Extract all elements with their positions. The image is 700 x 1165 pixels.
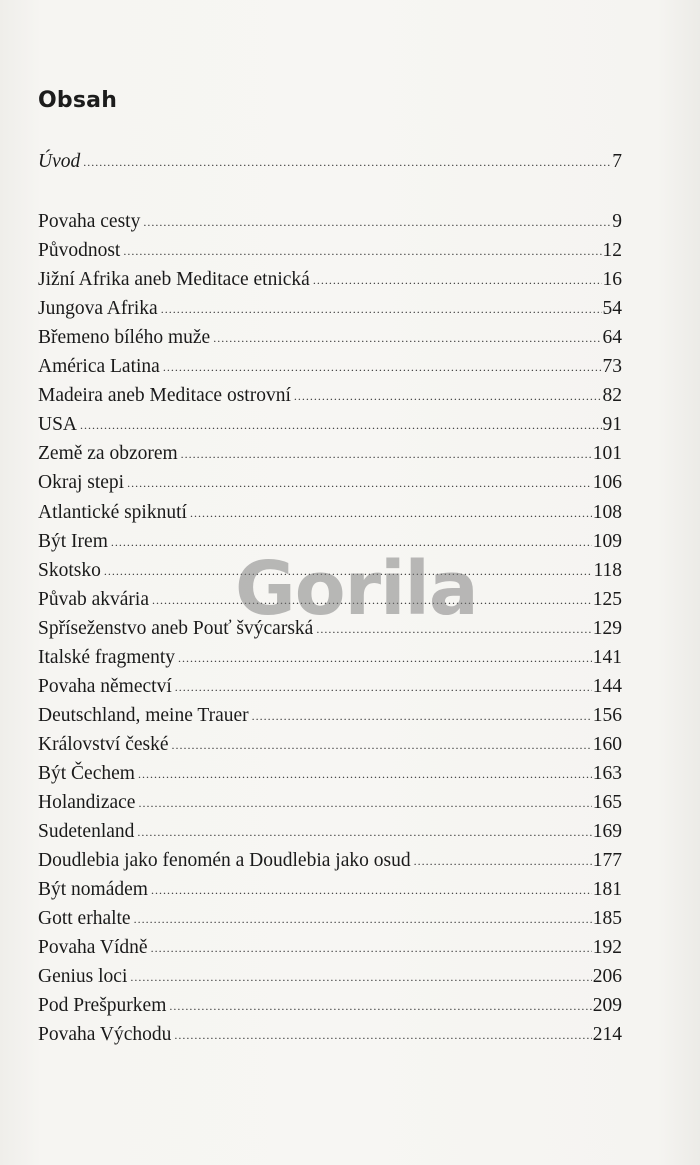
toc-entry-page: 91 <box>602 414 622 436</box>
toc-entry-page: 73 <box>602 356 622 378</box>
toc-entry <box>38 645 622 671</box>
dot-leader <box>127 470 592 496</box>
toc-entry-page: 108 <box>592 501 622 523</box>
toc-entry <box>38 703 622 729</box>
toc-entry-page: 101 <box>592 443 622 465</box>
dot-leader <box>294 383 602 409</box>
toc-entry-title: Břemeno bílého muže <box>38 327 211 349</box>
dot-leader <box>172 732 592 758</box>
watermark-logo: Gorila <box>235 546 478 632</box>
toc-entry-title: Jižní Afrika aneb Meditace etnická <box>38 269 310 291</box>
toc-entry <box>38 993 622 1019</box>
toc-entry-page: 163 <box>592 763 622 784</box>
toc-entry <box>38 964 622 990</box>
toc-entry <box>38 761 622 787</box>
toc-entry <box>38 500 622 526</box>
toc-entry-title: Jungova Afrika <box>38 298 158 320</box>
toc-entry-title: América Latina <box>38 356 160 378</box>
toc-entry-title: Království české <box>38 733 169 755</box>
toc-entry-page: 192 <box>592 937 622 959</box>
dot-leader <box>123 238 601 264</box>
toc-entry <box>38 267 622 293</box>
toc-entry-page: 129 <box>592 617 622 639</box>
toc-entry-title: Madeira aneb Meditace ostrovní <box>38 385 291 407</box>
toc-entry <box>38 877 622 903</box>
toc-entry-title: Deutschland, meine Trauer <box>38 704 249 726</box>
toc-entry-page: 156 <box>592 704 622 726</box>
toc-entry <box>38 325 622 351</box>
dot-leader <box>80 412 601 438</box>
toc-entry-title: Být Čechem <box>38 763 135 784</box>
toc-entry-page: 144 <box>592 675 622 697</box>
dot-leader <box>313 267 602 293</box>
toc-entry-title: Gott erhalte <box>38 908 131 930</box>
toc-entry-page: 64 <box>602 327 622 349</box>
dot-leader <box>169 993 591 1019</box>
toc-entry-title: Povaha Východu <box>38 1024 172 1046</box>
toc-entry-title: Sudetenland <box>38 821 135 843</box>
toc-entry <box>38 296 622 322</box>
toc-entry-page: 209 <box>592 995 622 1017</box>
toc-entry <box>38 848 622 874</box>
toc-entry <box>38 790 622 816</box>
toc-entry-title: Atlantické spiknutí <box>38 501 187 523</box>
dot-leader <box>213 325 601 351</box>
dot-leader <box>163 354 602 380</box>
dot-leader <box>190 500 592 526</box>
dot-leader <box>152 587 592 613</box>
toc-entry-title: Skotsko <box>38 559 101 581</box>
toc-entry-title: Holandizace <box>38 792 136 813</box>
toc-entry-title: Být nomádem <box>38 879 148 901</box>
dot-leader <box>138 761 592 787</box>
toc-entry <box>38 470 622 496</box>
dot-leader <box>130 964 591 990</box>
dot-leader <box>151 877 592 903</box>
dot-leader <box>83 149 611 175</box>
dot-leader <box>316 616 591 642</box>
toc-entry-page: 165 <box>592 792 622 813</box>
toc-entry-title: Doudlebia jako fenomén a Doudlebia jako osud <box>38 850 411 872</box>
toc-entry-page: 7 <box>612 151 622 172</box>
dot-leader <box>252 703 592 729</box>
toc-entry-intro <box>38 149 622 175</box>
toc-entry-title: Genius loci <box>38 966 128 988</box>
toc-entry-page: 181 <box>592 879 622 901</box>
toc-entry <box>38 209 622 235</box>
toc-entry-title: Původnost <box>38 240 121 262</box>
toc-entry-title: Italské fragmenty <box>38 646 175 668</box>
dot-leader <box>111 529 592 555</box>
toc-entry-page: 214 <box>592 1024 622 1046</box>
dot-leader <box>181 441 592 467</box>
toc-entry <box>38 935 622 961</box>
toc-entry <box>38 1022 622 1048</box>
toc-entry-title: Povaha Vídně <box>38 937 148 959</box>
toc-entry-title: USA <box>38 414 78 436</box>
toc-entry-page: 54 <box>602 298 622 320</box>
toc-entry-title: Povaha němectví <box>38 675 172 697</box>
toc-entry <box>38 412 622 438</box>
dot-leader <box>138 790 591 816</box>
toc-entry-page: 82 <box>602 385 622 407</box>
toc-entry-page: 9 <box>612 211 622 232</box>
toc-entry-page: 106 <box>592 472 622 494</box>
dot-leader <box>175 674 592 700</box>
toc-entry-title: Spříseženstvo aneb Pouť švýcarská <box>38 617 314 639</box>
toc-entry-page: 185 <box>592 908 622 930</box>
toc-entry <box>38 906 622 932</box>
toc-entry <box>38 354 622 380</box>
toc-entry-page: 12 <box>602 240 622 262</box>
toc-entry <box>38 819 622 845</box>
toc-entry <box>38 441 622 467</box>
toc-entry <box>38 616 622 642</box>
toc-entry-title: Země za obzorem <box>38 443 178 465</box>
dot-leader <box>174 1022 591 1048</box>
toc-entry-page: 125 <box>592 588 622 610</box>
toc-entry-title: Okraj stepi <box>38 472 125 494</box>
toc-entry-page: 160 <box>592 733 622 755</box>
toc-entry-title: Povaha cesty <box>38 211 141 232</box>
toc-entry-page: 109 <box>592 530 622 552</box>
toc-entry-page: 177 <box>592 850 622 872</box>
dot-leader <box>104 558 593 584</box>
toc-entry <box>38 238 622 264</box>
toc-entry-title: Být Irem <box>38 530 108 552</box>
toc-entry-title: Půvab akvária <box>38 588 150 610</box>
toc-entry <box>38 383 622 409</box>
dot-leader <box>137 819 591 845</box>
toc-entry-page: 206 <box>592 966 622 988</box>
toc-entry-title: Pod Prešpurkem <box>38 995 167 1017</box>
toc-entry <box>38 587 622 613</box>
toc-entry <box>38 732 622 758</box>
toc-entry <box>38 529 622 555</box>
toc-entry <box>38 674 622 700</box>
toc-entry-page: 169 <box>592 821 622 843</box>
dot-leader <box>161 296 602 322</box>
dot-leader <box>134 906 592 932</box>
dot-leader <box>414 848 592 874</box>
toc-entry-title: Úvod <box>38 151 81 172</box>
page-title: Obsah <box>38 88 118 113</box>
dot-leader <box>143 209 611 235</box>
dot-leader <box>151 935 592 961</box>
toc-entry-page: 141 <box>592 646 622 668</box>
toc-entry-page: 118 <box>593 559 622 581</box>
toc-entry-page: 16 <box>602 269 622 291</box>
toc-entry <box>38 558 622 584</box>
dot-leader <box>178 645 592 671</box>
